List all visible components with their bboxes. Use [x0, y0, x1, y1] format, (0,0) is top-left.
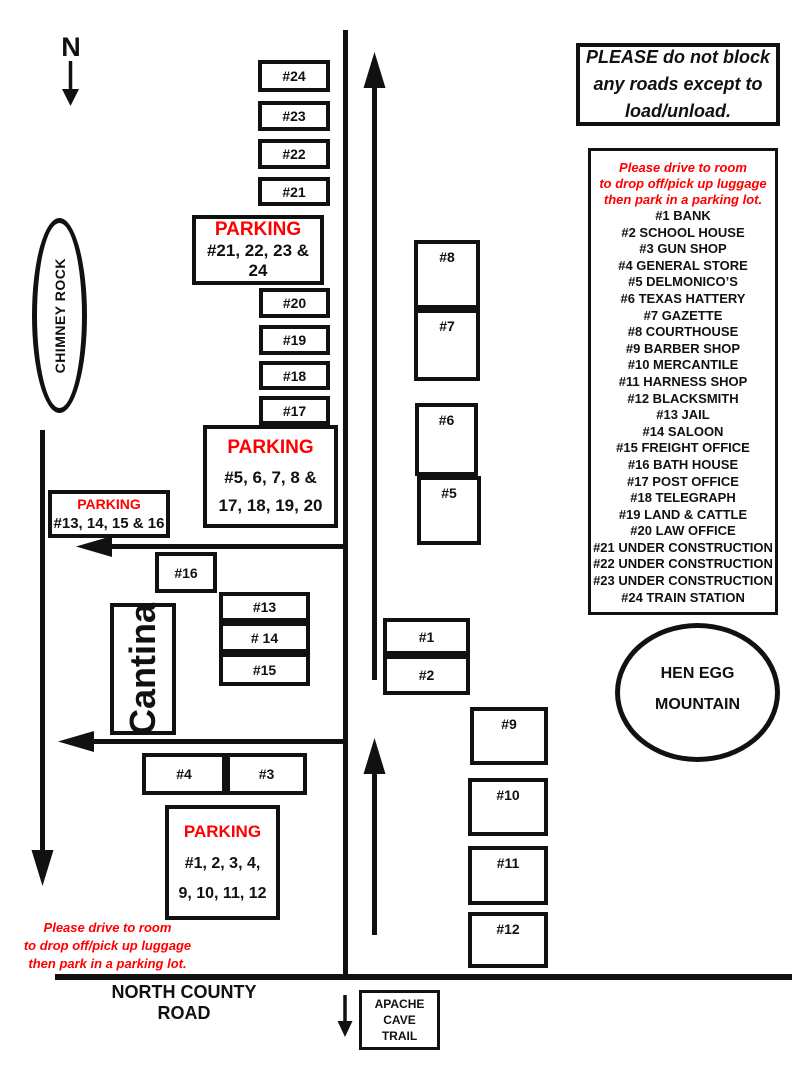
building-1: #1	[383, 618, 470, 655]
building-20: #20	[259, 288, 330, 318]
building-18: #18	[259, 361, 330, 390]
legend-entry: #19 LAND & CATTLE	[618, 506, 748, 522]
apache-cave-trail-sign	[359, 990, 440, 1050]
parking-lot-5-20	[203, 425, 338, 528]
north-county-road-label: NORTH COUNTY ROAD	[111, 982, 257, 1023]
building-5: #5	[417, 476, 481, 545]
building-11: #11	[468, 846, 548, 905]
parking-numbers: #13, 14, 15 & 16	[53, 514, 165, 532]
parking-title: PARKING	[183, 821, 262, 841]
legend-entry: #18 TELEGRAPH	[630, 490, 736, 506]
legend-entry: #9 BARBER SHOP	[625, 340, 741, 356]
parking-title: PARKING	[227, 437, 314, 459]
building-10: #10	[468, 778, 548, 836]
legend-box	[588, 148, 778, 615]
do-not-block-notice	[576, 43, 780, 126]
apache-arrow-head	[338, 1021, 353, 1037]
legend-note-line2: to drop off/pick up luggage	[599, 176, 767, 191]
apache-line: APACHE	[374, 997, 425, 1011]
chimney-rock-landmark	[32, 218, 87, 413]
building-17: #17	[259, 396, 330, 425]
apache-line: TRAIL	[381, 1029, 418, 1043]
compass-north-label: N	[61, 32, 81, 62]
building-23: #23	[258, 101, 330, 131]
cantina-label: Cantina	[122, 603, 163, 736]
legend-entry: #23 UNDER CONSTRUCTION	[593, 573, 773, 589]
legend-entry: #16 BATH HOUSE	[627, 456, 739, 472]
building-2: #2	[383, 655, 470, 695]
legend-entry: #14 SALOON	[642, 423, 724, 439]
legend-entry: #22 UNDER CONSTRUCTION	[593, 556, 773, 572]
legend-entry: #13 JAIL	[656, 407, 710, 423]
cantina-building	[110, 603, 176, 735]
parking-numbers: #21, 22, 23 & 24	[206, 241, 310, 280]
building-21: #21	[258, 177, 330, 206]
west-road-down-arrow-head	[32, 850, 54, 886]
building-19: #19	[259, 325, 330, 355]
legend-entry: #20 LAW OFFICE	[630, 523, 736, 539]
chimney-rock-label: CHIMNEY ROCK	[51, 257, 68, 374]
building-7: #7	[414, 309, 480, 381]
hen-egg-label-line2: MOUNTAIN	[654, 696, 741, 713]
legend-entry: #24 TRAIN STATION	[621, 589, 745, 605]
up-arrow-top-head	[364, 52, 386, 88]
parking-lot-1-12	[165, 805, 280, 920]
cross-road-upper-left-arrow-head	[76, 536, 112, 557]
legend-entry: #5 DELMONICO’S	[628, 274, 738, 290]
building-4: #4	[142, 753, 226, 795]
building-24: #24	[258, 60, 330, 92]
note-line: to drop off/pick up luggage	[23, 938, 192, 953]
legend-entry: #15 FREIGHT OFFICE	[616, 440, 750, 456]
building-13: #13	[219, 592, 310, 622]
legend-entry: #3 GUN SHOP	[639, 241, 727, 257]
legend-entry: #21 UNDER CONSTRUCTION	[593, 539, 773, 555]
legend-note-line1: Please drive to room	[619, 160, 747, 175]
up-arrow-bottom-head	[364, 738, 386, 774]
apache-line: CAVE	[383, 1013, 416, 1027]
legend-entry: #7 GAZETTE	[643, 307, 723, 323]
compass-arrow-head	[62, 89, 79, 106]
note-line: then park in a parking lot.	[28, 956, 187, 971]
notice-line: PLEASE do not block	[585, 47, 770, 67]
building-3: #3	[226, 753, 307, 795]
notice-line: any roads except to	[593, 74, 763, 94]
legend-note-line3: then park in a parking lot.	[603, 192, 763, 207]
building-14: # 14	[219, 622, 310, 653]
building-15: #15	[219, 653, 310, 686]
cross-road-lower-left-arrow-head	[58, 731, 94, 752]
legend-entry: #6 TEXAS HATTERY	[620, 290, 746, 306]
legend-entry: #11 HARNESS SHOP	[618, 373, 748, 389]
parking-title: PARKING	[77, 496, 141, 513]
building-9: #9	[470, 707, 548, 765]
parking-title: PARKING	[214, 219, 302, 240]
parking-numbers: 9, 10, 11, 12	[178, 885, 267, 903]
hen-egg-mountain-landmark	[615, 623, 780, 762]
parking-lot-21-24	[192, 215, 324, 285]
legend-entry: #8 COURTHOUSE	[627, 324, 739, 340]
parking-numbers: #5, 6, 7, 8 &	[224, 467, 317, 487]
notice-line: load/unload.	[625, 101, 731, 121]
legend-entry: #4 GENERAL STORE	[618, 257, 748, 273]
hen-egg-label-line1: HEN EGG	[660, 665, 735, 682]
parking-numbers: #1, 2, 3, 4,	[184, 854, 261, 872]
drive-to-room-note	[15, 919, 200, 973]
legend-entry: #1 BANK	[655, 208, 711, 223]
building-6: #6	[415, 403, 478, 476]
building-16: #16	[155, 552, 217, 593]
legend-list	[591, 208, 775, 606]
parking-lot-13-16	[48, 490, 170, 538]
building-22: #22	[258, 139, 330, 169]
note-line: Please drive to room	[43, 920, 172, 935]
legend-entry: #2 SCHOOL HOUSE	[621, 224, 745, 240]
building-12: #12	[468, 912, 548, 968]
legend-entry: #10 MERCANTILE	[627, 357, 739, 373]
parking-numbers: 17, 18, 19, 20	[218, 495, 323, 515]
legend-entry: #12 BLACKSMITH	[627, 390, 739, 406]
building-8: #8	[414, 240, 480, 309]
legend-entry: #17 POST OFFICE	[627, 473, 739, 489]
